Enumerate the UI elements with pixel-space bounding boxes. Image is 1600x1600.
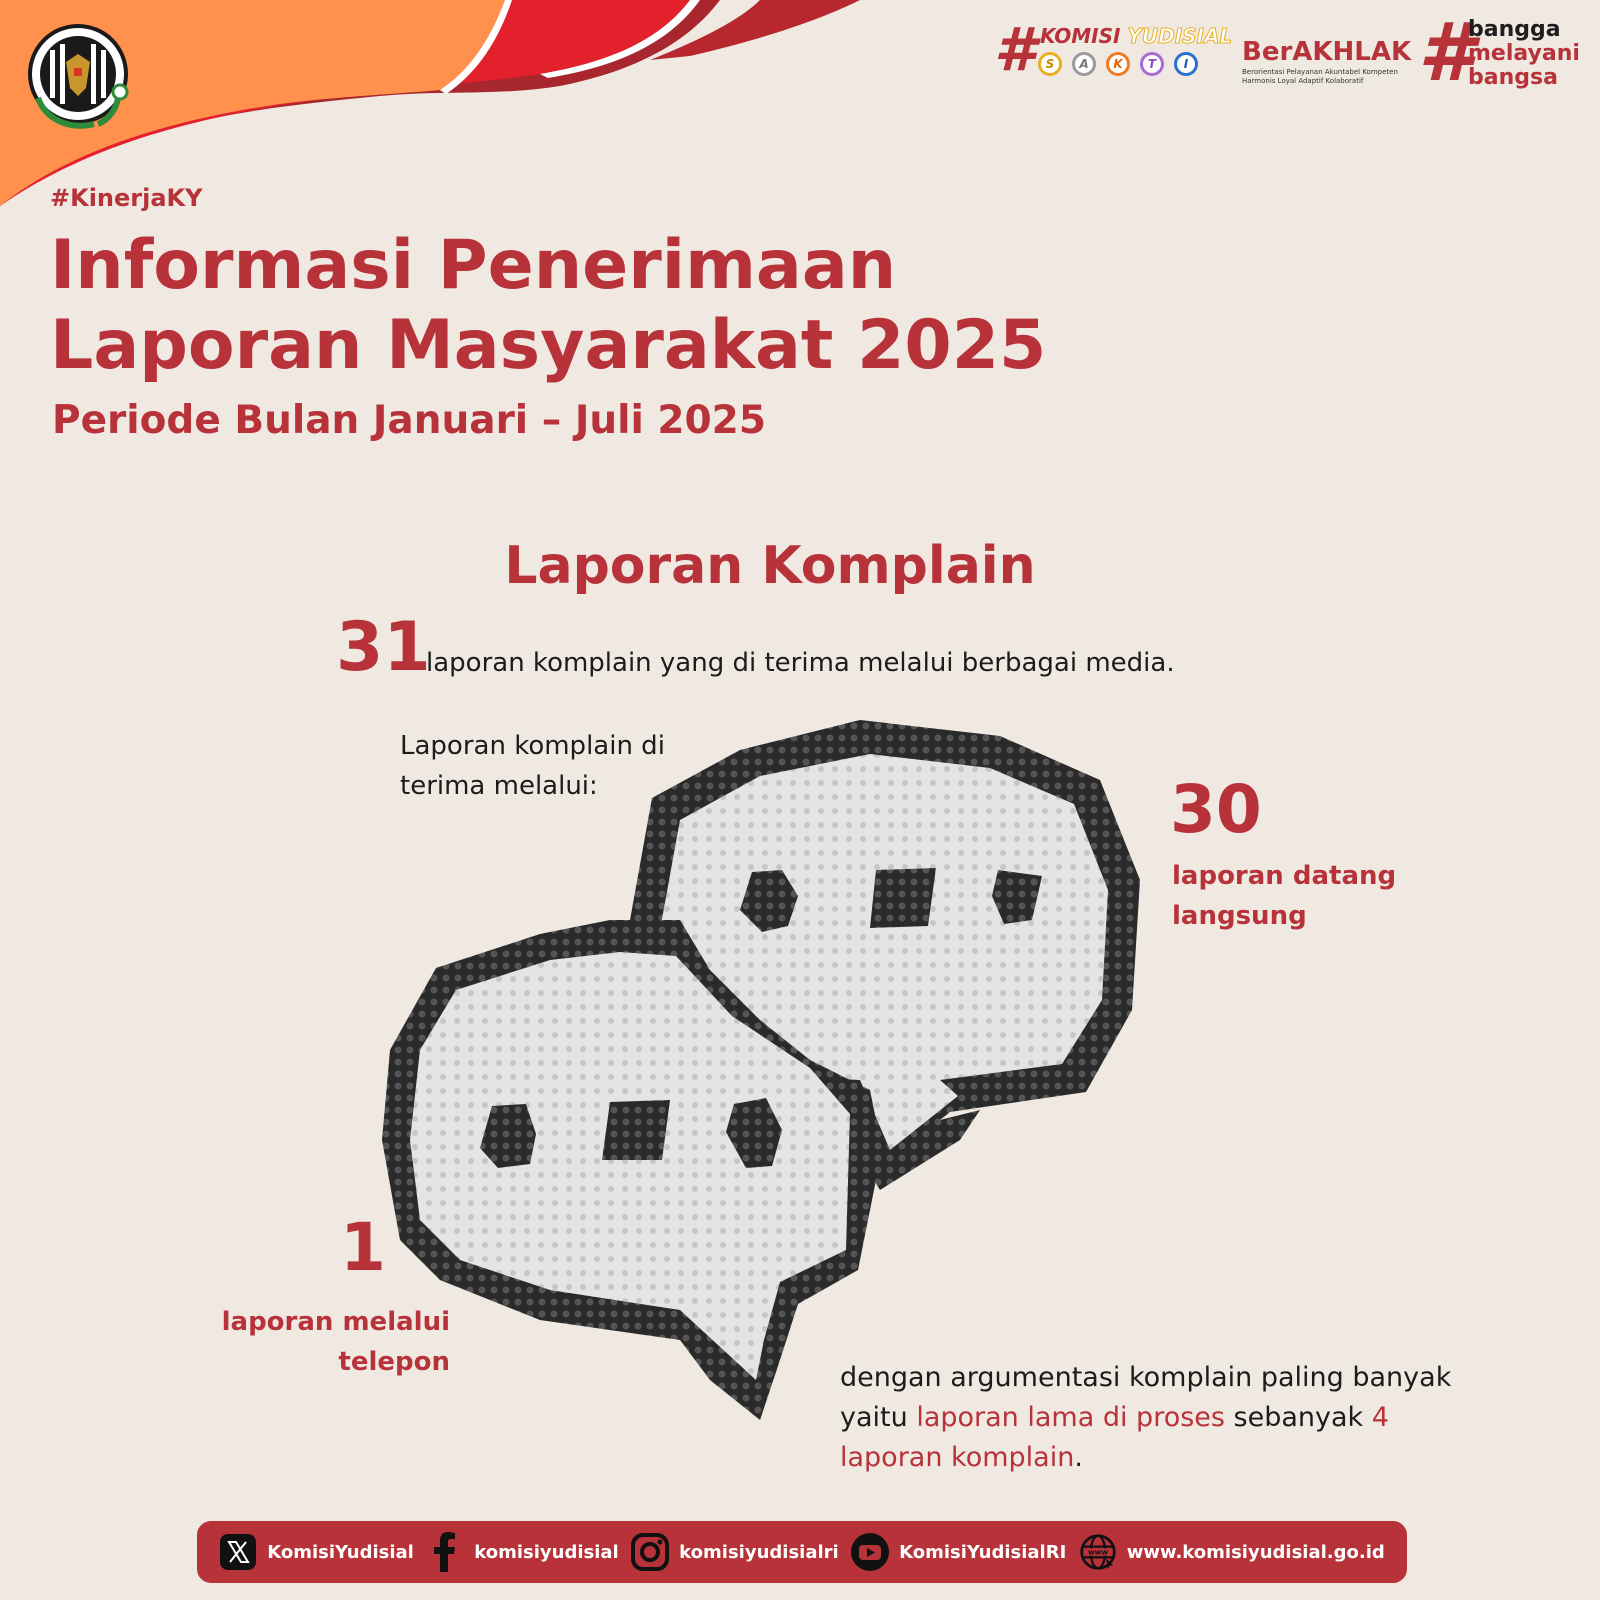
instagram-link[interactable] <box>631 1533 839 1571</box>
page-subtitle: Periode Bulan Januari – Juli 2025 <box>52 398 766 443</box>
phone-count: 1 <box>340 1209 386 1286</box>
phone-label <box>200 1302 450 1382</box>
header-decoration <box>0 0 1600 210</box>
walk-in-label-line2: langsung <box>1172 901 1307 931</box>
social-footer <box>197 1521 1407 1583</box>
bangga-hash-symbol: # <box>1418 6 1474 99</box>
ky-sakti-logo <box>994 15 1234 92</box>
channels-intro-line1: Laporan komplain di <box>400 731 665 761</box>
section-title <box>0 536 1600 596</box>
sakti-k-badge: K <box>1106 52 1130 76</box>
instagram-handle: komisiyudisialri <box>679 1541 839 1563</box>
berakhlak-title: BerAKHLAK <box>1242 37 1412 67</box>
sakti-s-badge: S <box>1038 52 1062 76</box>
walk-in-count: 30 <box>1170 771 1262 848</box>
bangga-word-3: bangsa <box>1468 65 1558 90</box>
youtube-handle: KomisiYudisialRI <box>899 1541 1067 1563</box>
berakhlak-tagline-line2: Harmonis Loyal Adaptif Kolaboratif <box>1242 77 1364 85</box>
walk-in-label <box>1172 856 1422 936</box>
facebook-link[interactable] <box>426 1533 618 1571</box>
page-title <box>50 226 1046 386</box>
phone-label-line2: telepon <box>338 1347 450 1377</box>
argument-highlight-reason: laporan lama di proses <box>916 1402 1225 1433</box>
bangga-words <box>1468 18 1580 90</box>
ky-brand-name <box>1040 24 1232 48</box>
x-icon <box>219 1533 257 1571</box>
ky-brand-word2: YUDISIAL <box>1127 24 1233 48</box>
komisi-yudisial-emblem <box>20 18 138 136</box>
berakhlak-logo <box>1242 37 1412 98</box>
complaint-argument <box>840 1358 1480 1478</box>
facebook-icon <box>426 1533 464 1571</box>
bangga-word-1: bangga <box>1468 17 1561 42</box>
svg-text:www: www <box>1087 1547 1108 1557</box>
argument-part2: sebanyak <box>1224 1402 1372 1433</box>
chat-bubbles-illustration <box>380 720 1160 1460</box>
ky-hash-symbol: # <box>994 15 1036 85</box>
website-link[interactable] <box>1079 1533 1385 1571</box>
youtube-link[interactable] <box>851 1533 1066 1571</box>
argument-highlight-count: 4 laporan komplain <box>840 1402 1389 1473</box>
sakti-a-badge: A <box>1072 52 1096 76</box>
sakti-values <box>1038 52 1198 76</box>
phone-label-line1: laporan melalui <box>221 1307 450 1337</box>
berakhlak-tagline-line1: Berorientasi Pelayanan Akuntabel Kompeten <box>1242 68 1398 76</box>
instagram-icon <box>631 1533 669 1571</box>
sakti-t-badge: T <box>1140 52 1164 76</box>
facebook-handle: komisiyudisial <box>474 1541 619 1563</box>
x-handle: KomisiYudisial <box>267 1541 414 1563</box>
bangga-melayani-bangsa-logo <box>1418 6 1594 99</box>
globe-icon <box>1079 1533 1117 1571</box>
total-description: laporan komplain yang di terima melalui berbagai media. <box>426 648 1175 678</box>
x-link[interactable] <box>219 1533 414 1571</box>
ky-brand-word1: KOMISI <box>1040 24 1121 48</box>
berakhlak-tagline <box>1242 68 1407 86</box>
argument-part1: dengan argumentasi komplain paling banyak yaitu <box>840 1362 1452 1433</box>
website-url: www.komisiyudisial.go.id <box>1126 1541 1385 1563</box>
hashtag-label: #KinerjaKY <box>50 184 203 212</box>
page-title-line2: Laporan Masyarakat 2025 <box>50 306 1047 385</box>
youtube-icon <box>851 1533 889 1571</box>
section-title-text: Laporan Komplain <box>504 536 1036 596</box>
sakti-i-badge: I <box>1174 52 1198 76</box>
walk-in-label-line1: laporan datang <box>1172 861 1397 891</box>
channels-intro-line2: terima melalui: <box>400 771 598 801</box>
total-count: 31 <box>336 608 431 687</box>
page-title-line1: Informasi Penerimaan <box>50 226 897 305</box>
argument-part3: . <box>1074 1442 1083 1473</box>
bangga-word-2: melayani <box>1468 41 1580 66</box>
